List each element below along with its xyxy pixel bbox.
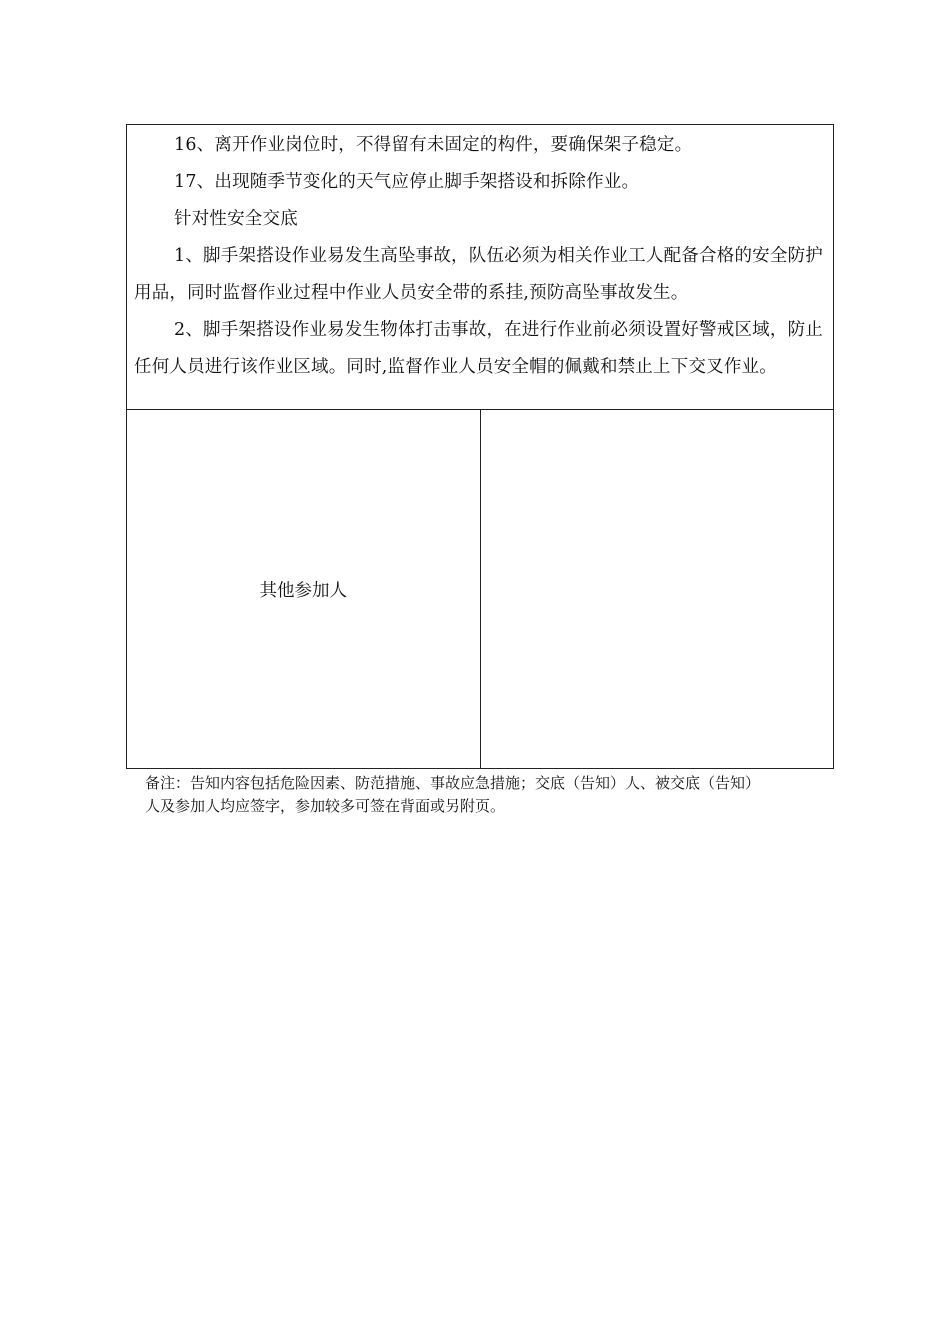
targeted-item-2: 2、脚手架搭设作业易发生物体打击事故，在进行作业前必须设置好警戒区域，防止任何人员进行该作业区域。同时,监督作业人员安全帽的佩戴和禁止上下交叉作业。	[134, 320, 823, 377]
footnote-line-2: 人及参加人均应签字，参加较多可签在背面或另附页。	[145, 797, 506, 815]
content-row	[127, 125, 834, 410]
briefing-content	[127, 125, 833, 386]
participants-signature-field[interactable]	[480, 410, 834, 769]
footnote	[145, 772, 825, 817]
briefing-content-cell	[127, 125, 834, 410]
footnote-line-1: 备注：告知内容包括危险因素、防范措施、事故应急措施；交底（告知）人、被交底（告知）	[145, 774, 761, 792]
paragraph-16: 16、离开作业岗位时，不得留有未固定的构件，要确保架子稳定。	[174, 135, 693, 155]
targeted-item-1: 1、脚手架搭设作业易发生高坠事故，队伍必须为相关作业工人配备合格的安全防护用品，同时监督作业过程中作业人员安全带的系挂,预防高坠事故发生。	[134, 246, 823, 303]
safety-briefing-table	[126, 124, 834, 769]
participants-label: 其他参加人	[127, 410, 481, 769]
paragraph-17: 17、出现随季节变化的天气应停止脚手架搭设和拆除作业。	[174, 172, 640, 192]
section-heading: 针对性安全交底	[174, 209, 298, 229]
participants-row	[127, 410, 834, 769]
